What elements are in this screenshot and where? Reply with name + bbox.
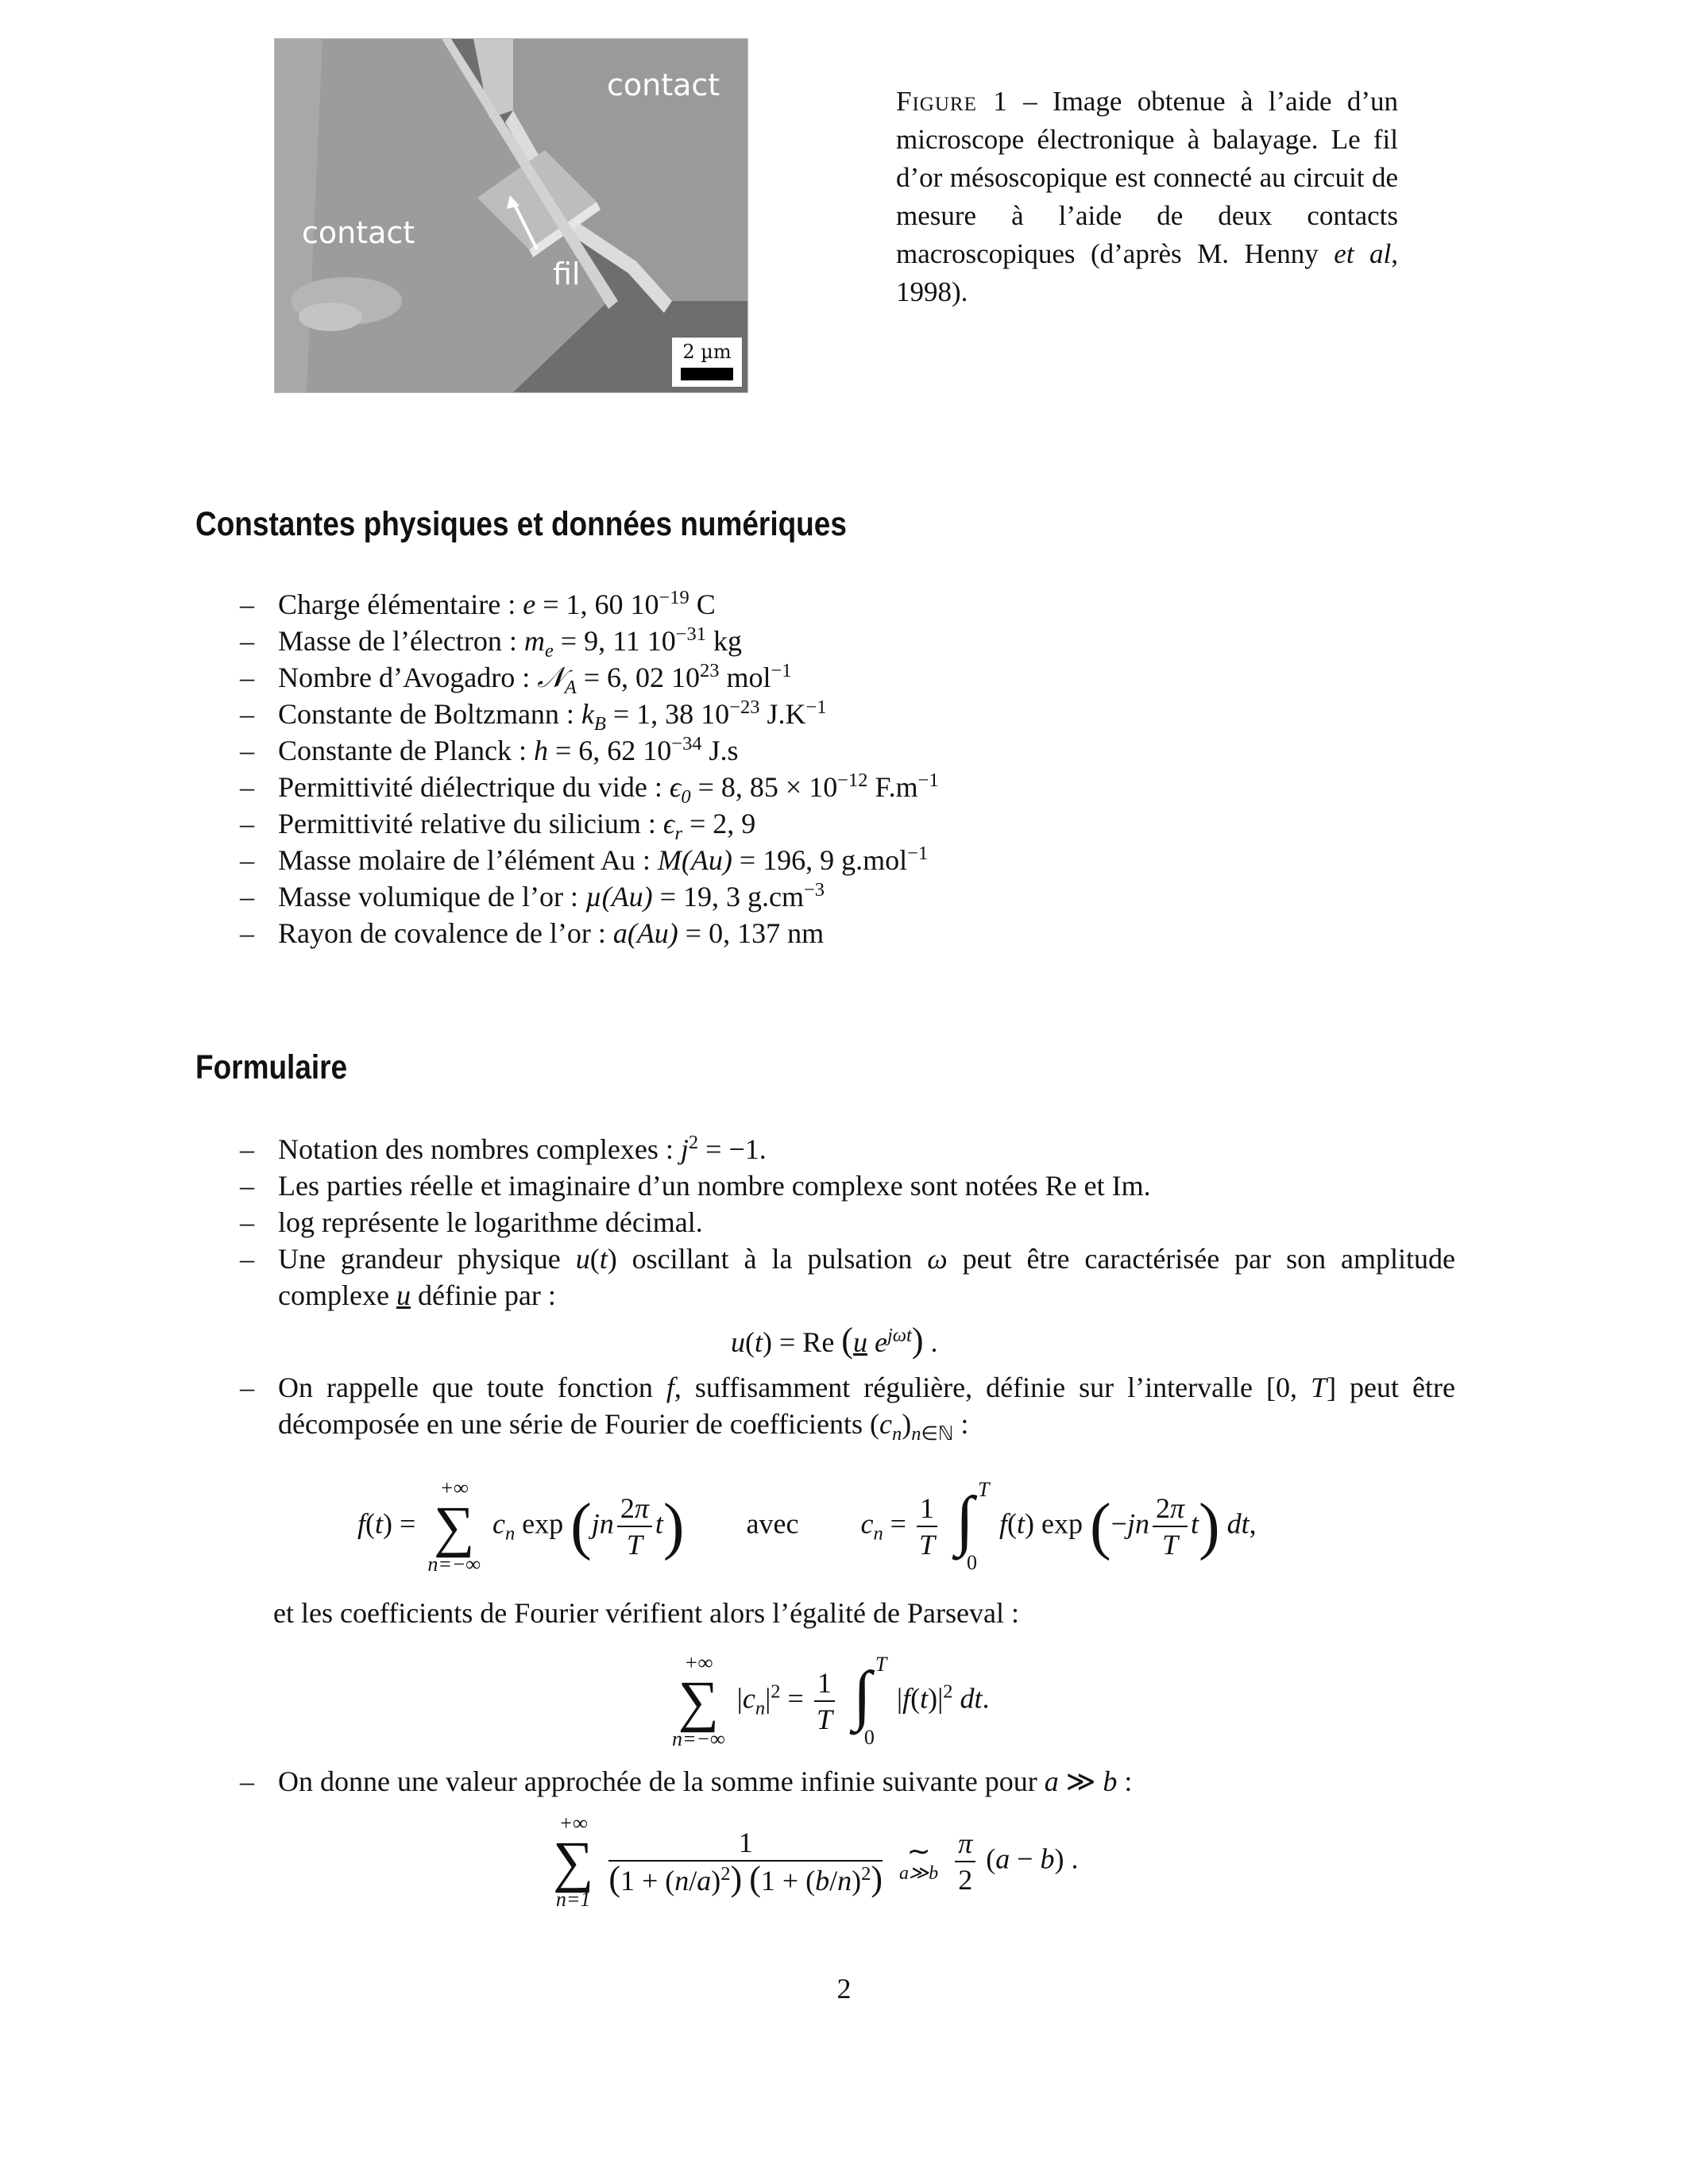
constant-unit: J.s: [701, 735, 739, 766]
equation-complex-amplitude: u(t) = Re (u $e^{j\omega t}$) .: [731, 1321, 938, 1360]
constant-exponent: 23: [700, 660, 720, 681]
constant-label: Constante de Planck :: [278, 735, 534, 766]
constants-list: [240, 586, 1431, 951]
item5-text-d: ): [902, 1408, 912, 1440]
constant-unit: mol: [719, 662, 771, 693]
constant-symbol: ϵ: [669, 771, 682, 803]
caption-head: Figure 1: [896, 86, 1008, 117]
list-item: – Notation des nombres complexes : $j^2 = -1$.: [240, 1131, 1455, 1167]
constant-item: [240, 623, 1431, 662]
constant-symbol: k: [581, 698, 594, 730]
constant-subscript: e: [544, 640, 554, 662]
formulaire-section: [195, 1048, 372, 1087]
item2-text: Les parties réelle et imaginaire d’un nombre complexe sont notées Re et Im.: [278, 1170, 1151, 1202]
list-item: – Une grandeur physique u(t) oscillant à la pulsation ω peut être caractérisée par son amplitude complexe u définie par :: [240, 1241, 1455, 1314]
constant-value: = 8, 85 × 10: [690, 771, 838, 803]
constant-exponent: −3: [803, 879, 825, 901]
constant-value: = 2, 9: [682, 808, 756, 839]
item4-text-b: oscillant à la pulsation: [616, 1243, 928, 1275]
constant-item: [240, 805, 1431, 845]
constant-label: Permittivité diélectrique du vide :: [278, 771, 670, 803]
caption-body: – Image obtenue à l’aide d’un microscope électronique à balayage. Le fil d’or mésoscopique est connecté au circuit de mesure à l’aide de deux contacts macroscopiques (d’après M. Henny: [896, 86, 1398, 269]
constant-exponent: −1: [907, 843, 929, 864]
constant-value: = 6, 62 10: [547, 735, 672, 766]
page-number: 2: [836, 1973, 852, 2005]
constant-unit: kg: [706, 625, 743, 657]
item4-text-d: définie par :: [410, 1279, 556, 1311]
item1-text: Notation des nombres complexes :: [278, 1133, 681, 1165]
scale-bar: [671, 337, 743, 388]
constant-label: Masse molaire de l’élément Au :: [278, 844, 658, 876]
constant-symbol: 𝒩: [537, 662, 565, 693]
constant-item: [240, 696, 1431, 735]
formulaire-title: Formulaire: [195, 1048, 348, 1086]
parseval-text: [273, 1596, 1019, 1630]
constant-symbol: e: [523, 588, 536, 620]
item4-text-a: Une grandeur physique: [278, 1243, 576, 1275]
item5-text-a: On rappelle que toute fonction: [278, 1372, 666, 1403]
constant-label: Rayon de covalence de l’or :: [278, 917, 613, 949]
item5-text-b: , suffisamment régulière, définie sur l’intervalle [0,: [674, 1372, 1311, 1403]
constant-unit-exponent: −1: [805, 696, 827, 718]
constant-item: [240, 586, 1431, 623]
list-item: [240, 1204, 1455, 1241]
item5-text-c: ] peut être décomposée en une série de Fourier de coefficients (: [278, 1372, 1455, 1440]
constant-value: = 0, 137 nm: [678, 917, 825, 949]
item1-symbol: j: [680, 1133, 689, 1165]
constant-symbol: M(Au): [657, 844, 732, 876]
item6-text-b: :: [1117, 1765, 1133, 1797]
equation-approx-sum: +∞ ∑ n=1 $\frac{1}{(1 + (n/a)^2) (1 + (b/n)^2)}$ ∼ a≫b $\frac{\pi}{2}$ (a − b) .: [553, 1812, 1079, 1911]
constant-unit-exponent: −1: [917, 770, 939, 791]
constant-item: [240, 732, 1431, 769]
constant-label: Masse de l’électron :: [278, 625, 524, 657]
constant-item: [240, 842, 1431, 878]
constant-subscript: 0: [681, 786, 691, 808]
sem-image: [274, 38, 748, 393]
item1-tail: = −1.: [698, 1133, 767, 1165]
label-contact-left: contact: [302, 215, 415, 250]
constant-value: = 1, 60 10: [535, 588, 659, 620]
figure-caption: [896, 83, 1398, 311]
constant-label: Charge élémentaire :: [278, 588, 523, 620]
formulaire-list: [240, 1131, 1455, 1314]
constant-value: = 9, 11 10: [553, 625, 676, 657]
constant-value: = 6, 02 10: [576, 662, 701, 693]
constant-exponent: −12: [837, 770, 868, 791]
constant-label: Constante de Boltzmann :: [278, 698, 581, 730]
constants-title: Constantes physiques et données numériques: [195, 505, 847, 543]
scale-bar-label: 2 µm: [682, 341, 732, 363]
constant-unit-exponent: −1: [771, 660, 792, 681]
list-item: – On rappelle que toute fonction f, suffisamment régulière, définie sur l’intervalle [0, T] peut être décomposée en une série de Fourier de coefficients $(c_n)_{n\in ℕ}$ :: [240, 1369, 1455, 1442]
word-avec: avec: [746, 1507, 799, 1540]
constant-symbol: h: [533, 735, 548, 766]
constant-symbol: µ(Au): [585, 881, 653, 913]
equation-parseval: +∞ ∑ n=−∞ $|c_n|^2$ = $\frac{1}{T}$ ∫ T 0 $|f(t)|^2$ dt.: [672, 1651, 990, 1750]
constant-label: Nombre d’Avogadro :: [278, 662, 538, 693]
item6-text-a: On donne une valeur approchée de la somme infinie suivante pour: [278, 1765, 1045, 1797]
constant-value: = 196, 9 g.mol: [732, 844, 908, 876]
caption-etal: et al: [1334, 238, 1392, 269]
caption-tail: , 1998).: [896, 238, 1399, 307]
constant-value: = 1, 38 10: [605, 698, 730, 730]
constant-exponent: −19: [659, 587, 689, 608]
constant-label: Permittivité relative du silicium :: [278, 808, 663, 839]
equation-fourier: f(t) = +∞ ∑ n=−∞ $c_n$ exp (jn $\frac{2\pi}{T}$ t) avec $c_n$ = $\frac{1}{T}$ ∫ T 0 f(t) exp (−jn $\frac{2\pi}{T}$ t) dt,: [357, 1476, 1257, 1576]
constant-value: = 19, 3 g.cm: [652, 881, 804, 913]
constant-symbol: ϵ: [662, 808, 675, 839]
constant-subscript: A: [564, 677, 577, 699]
label-wire: fil: [553, 257, 581, 291]
item5-text-e: :: [953, 1408, 969, 1440]
constant-symbol: a(Au): [612, 917, 678, 949]
constant-exponent: −34: [671, 733, 702, 754]
constant-exponent: −23: [729, 696, 760, 718]
label-contact-top: contact: [607, 68, 720, 102]
constant-item: [240, 915, 1431, 951]
constant-item: [240, 769, 1431, 808]
constant-unit: J.K: [759, 698, 806, 730]
item4-text-c: peut être caractérisée par son amplitude complexe: [278, 1243, 1455, 1311]
list-item: – On donne une valeur approchée de la somme infinie suivante pour a ≫ b :: [240, 1763, 1455, 1800]
constant-symbol: m: [523, 625, 545, 657]
constant-item: [240, 878, 1431, 915]
scale-bar-line: [681, 368, 733, 380]
formulaire-list-2: [240, 1369, 1455, 1445]
parseval-sentence: et les coefficients de Fourier vérifient alors l’égalité de Parseval :: [273, 1597, 1019, 1629]
constant-item: [240, 659, 1431, 699]
constant-unit: C: [689, 588, 716, 620]
constant-exponent: −31: [675, 623, 707, 645]
constant-subscript: B: [593, 713, 606, 735]
constants-section: [195, 505, 1466, 544]
constant-label: Masse volumique de l’or :: [278, 881, 585, 913]
constant-unit: F.m: [867, 771, 918, 803]
list-item: [240, 1167, 1455, 1204]
item3-text: log représente le logarithme décimal.: [278, 1206, 703, 1238]
constant-subscript: r: [674, 823, 682, 845]
formulaire-list-3: [240, 1763, 1455, 1800]
